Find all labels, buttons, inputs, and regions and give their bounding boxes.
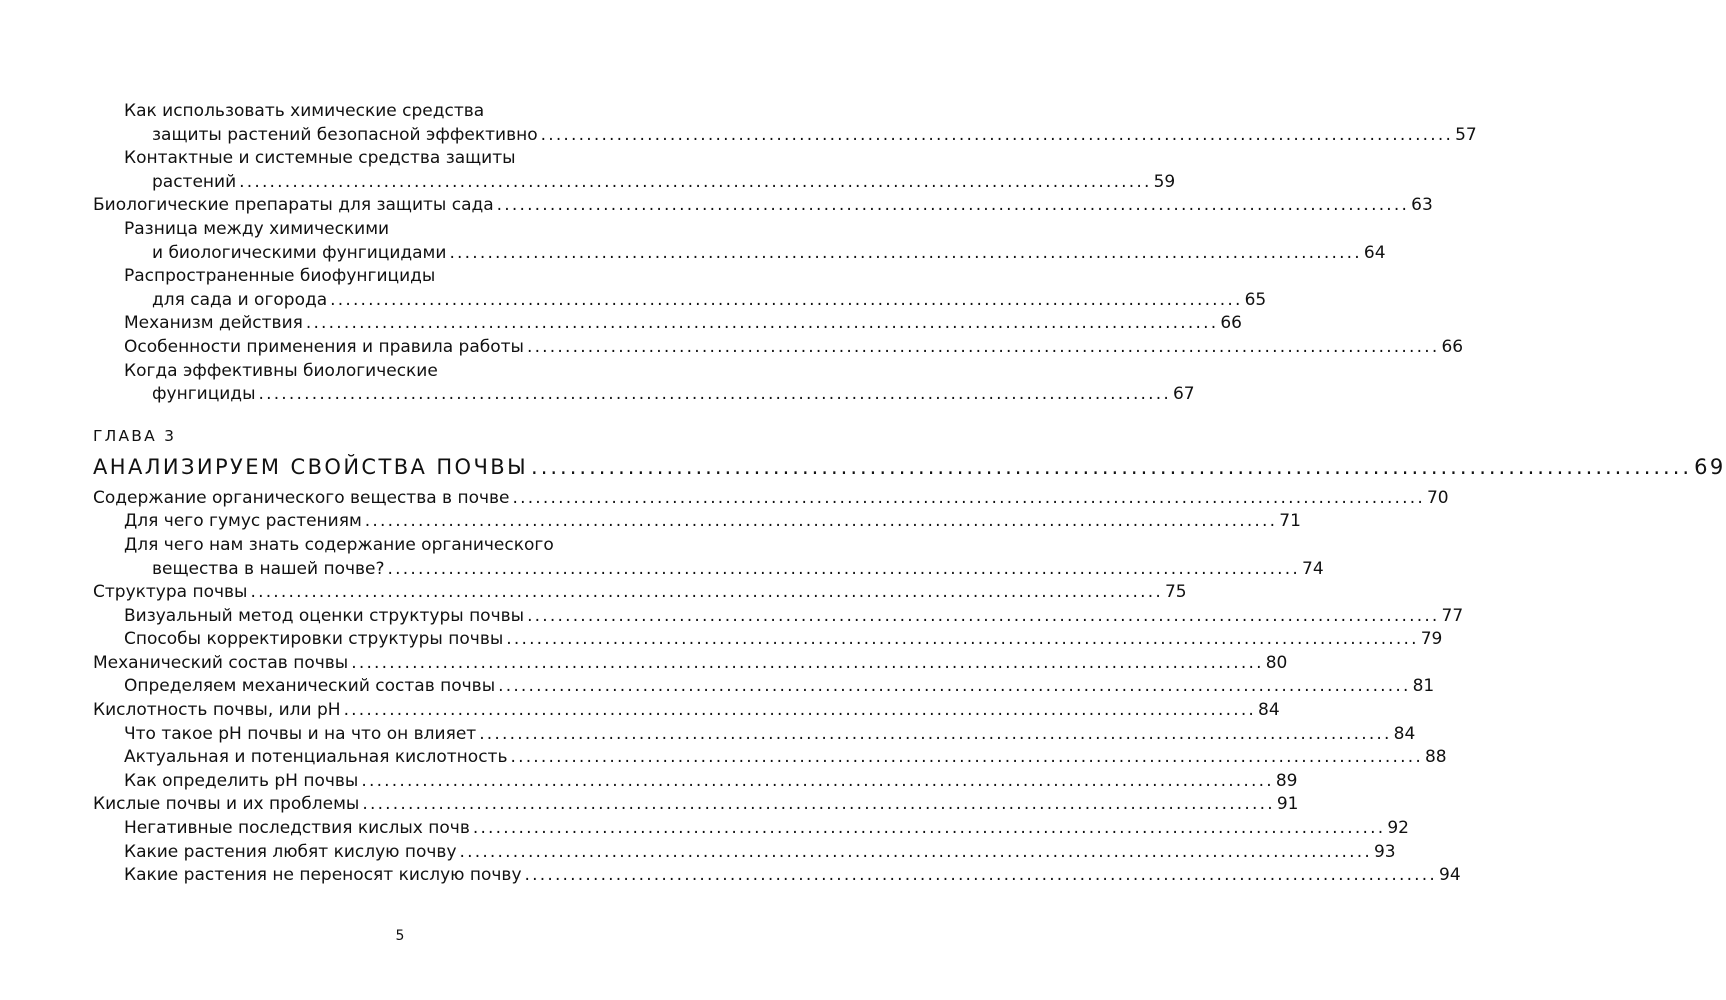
toc-entry-title: Как определить pH почвы [124, 770, 359, 791]
dot-leader: ........................................................................................................................ [305, 313, 1219, 334]
toc-entry-title: для сада и огорода [152, 289, 328, 310]
toc-entry [93, 100, 689, 124]
dot-leader: ........................................................................................................................ [531, 454, 1693, 479]
toc-entry-page-number: 84 [1393, 723, 1416, 744]
toc-entry[interactable] [93, 864, 1461, 888]
toc-entry-page-number: 67 [1172, 384, 1195, 405]
toc-entry [93, 147, 689, 171]
toc-entry[interactable] [93, 383, 1195, 407]
toc-entry-page-number: 93 [1373, 841, 1396, 862]
dot-leader: ........................................................................................................................ [362, 794, 1275, 815]
table-of-contents [93, 100, 1726, 888]
chapter-title-row[interactable] [93, 451, 1726, 483]
dot-leader: ........................................................................................................................ [343, 700, 1257, 721]
toc-entry-title: Контактные и системные средства защиты [124, 148, 516, 169]
toc-entry-title: Актуальная и потенциальная кислотность [124, 747, 508, 768]
toc-entry-title: Негативные последствия кислых почв [124, 818, 470, 839]
dot-leader: ........................................................................................................................ [527, 605, 1440, 626]
chapter-title: АНАЛИЗИРУЕМ СВОЙСТВА ПОЧВЫ [93, 454, 529, 479]
toc-entry-title: Особенности применения и правила работы [124, 336, 524, 357]
toc-entry-title: Механизм действия [124, 313, 303, 334]
toc-entry-title: Как использовать химические средства [124, 101, 485, 121]
toc-entry-title: защиты растений безопасной эффективно [152, 124, 538, 145]
toc-entry[interactable] [93, 746, 1447, 770]
toc-entry[interactable] [93, 817, 1409, 841]
dot-leader: ........................................................................................................................ [361, 770, 1274, 791]
toc-entry-page-number: 94 [1439, 865, 1461, 886]
toc-entry-title: Распространенные биофунгициды [124, 266, 436, 287]
toc-entry-title: Способы корректировки структуры почвы [124, 629, 504, 650]
toc-entry-page-number: 84 [1258, 700, 1280, 721]
toc-entry-title: вещества в нашей почве? [152, 558, 385, 579]
toc-entry [93, 265, 689, 289]
dot-leader: ........................................................................................................................ [526, 336, 1440, 357]
chapter-page-number: 69 [1694, 454, 1726, 479]
toc-section-previous-chapter [93, 100, 1477, 407]
toc-entry-title: Визуальный метод оценки структуры почвы [124, 605, 525, 626]
toc-entry-page-number: 66 [1220, 313, 1242, 334]
toc-entry-title: и биологическими фунгицидами [152, 242, 447, 263]
dot-leader: ........................................................................................................................ [239, 171, 1152, 192]
toc-entry-page-number: 74 [1302, 558, 1324, 579]
toc-entry[interactable] [93, 770, 1298, 794]
toc-entry-title: Механический состав почвы [93, 652, 349, 673]
dot-leader: ........................................................................................................................ [250, 582, 1163, 603]
toc-entry[interactable] [93, 581, 1187, 605]
dot-leader: ........................................................................................................................ [449, 242, 1362, 263]
toc-entry[interactable] [93, 194, 1433, 218]
toc-entry[interactable] [93, 652, 1288, 676]
dot-leader: ........................................................................................................................ [540, 124, 1454, 145]
toc-entry[interactable] [93, 793, 1299, 817]
toc-entry-page-number: 88 [1424, 747, 1447, 768]
dot-leader: ........................................................................................................................ [472, 818, 1386, 839]
toc-entry-title: фунгициды [152, 384, 256, 405]
toc-entry[interactable] [93, 289, 1267, 313]
toc-entry-page-number: 92 [1387, 818, 1409, 839]
toc-entry-title: Когда эффективны биологические [124, 360, 438, 381]
toc-entry[interactable] [93, 841, 1396, 865]
toc-entry[interactable] [93, 510, 1301, 534]
toc-entry-title: Биологические препараты для защиты сада [93, 195, 494, 216]
dot-leader: ........................................................................................................................ [524, 865, 1437, 886]
toc-entry[interactable] [93, 628, 1443, 652]
toc-entry[interactable] [93, 558, 1324, 582]
dot-leader: ........................................................................................................................ [364, 511, 1278, 532]
toc-entry-page-number: 75 [1164, 582, 1187, 603]
toc-entry[interactable] [93, 336, 1464, 360]
toc-entry[interactable] [93, 723, 1416, 747]
toc-entry-title: Какие растения любят кислую почву [124, 841, 457, 862]
dot-leader: ........................................................................................................................ [498, 676, 1411, 697]
dot-leader: ........................................................................................................................ [351, 652, 1264, 673]
dot-leader: ........................................................................................................................ [512, 487, 1425, 508]
page-number: 5 [395, 928, 405, 944]
toc-entry-title: Для чего гумус растениям [124, 511, 362, 532]
toc-entry-page-number: 59 [1153, 171, 1176, 192]
dot-leader: ........................................................................................................................ [459, 841, 1372, 862]
dot-leader: ........................................................................................................................ [479, 723, 1392, 744]
toc-entry-title: Что такое pH почвы и на что он влияет [124, 723, 477, 744]
toc-entry-page-number: 63 [1411, 195, 1433, 216]
toc-entry[interactable] [93, 487, 1449, 511]
toc-entry-title: Структура почвы [93, 582, 248, 603]
toc-entry-title: Кислые почвы и их проблемы [93, 794, 360, 815]
toc-entry-page-number: 91 [1276, 794, 1299, 815]
toc-entry[interactable] [93, 242, 1386, 266]
dot-leader: ........................................................................................................................ [506, 629, 1419, 650]
toc-entry-page-number: 65 [1244, 289, 1267, 310]
dot-leader: ........................................................................................................................ [510, 747, 1423, 768]
toc-entry-page-number: 64 [1363, 242, 1386, 263]
toc-entry-title: Кислотность почвы, или pH [93, 700, 341, 721]
chapter-label: ГЛАВА 3 [93, 426, 177, 445]
toc-entry-page-number: 77 [1441, 605, 1464, 626]
toc-entry-page-number: 66 [1441, 336, 1464, 357]
toc-entry[interactable] [93, 124, 1477, 148]
toc-entry-title: Определяем механический состав почвы [124, 676, 496, 697]
toc-entry-page-number: 57 [1455, 124, 1477, 145]
toc-entry-page-number: 81 [1412, 676, 1435, 697]
toc-entry[interactable] [93, 605, 1464, 629]
dot-leader: ........................................................................................................................ [330, 289, 1243, 310]
dot-leader: ........................................................................................................................ [387, 558, 1300, 579]
toc-entry-title: Для чего нам знать содержание органического [124, 534, 554, 555]
toc-entry [93, 218, 689, 242]
toc-section-chapter-3 [93, 487, 1464, 888]
toc-entry[interactable] [93, 699, 1280, 723]
toc-entry-page-number: 80 [1265, 652, 1288, 673]
toc-entry-page-number: 89 [1275, 770, 1298, 791]
toc-entry-page-number: 79 [1420, 629, 1443, 650]
toc-entry-page-number: 70 [1426, 487, 1449, 508]
toc-entry-title: Разница между химическими [124, 218, 390, 239]
toc-entry [93, 360, 689, 384]
toc-entry-title: растений [152, 171, 237, 192]
toc-entry-title: Какие растения не переносят кислую почву [124, 865, 522, 886]
dot-leader: ........................................................................................................................ [258, 384, 1171, 405]
toc-entry-page-number: 71 [1279, 511, 1301, 532]
toc-entry [93, 534, 689, 558]
toc-entry[interactable] [93, 312, 1242, 336]
dot-leader: ........................................................................................................................ [496, 195, 1410, 216]
toc-entry[interactable] [93, 171, 1176, 195]
toc-entry[interactable] [93, 675, 1435, 699]
toc-entry-title: Содержание органического вещества в почве [93, 487, 510, 508]
